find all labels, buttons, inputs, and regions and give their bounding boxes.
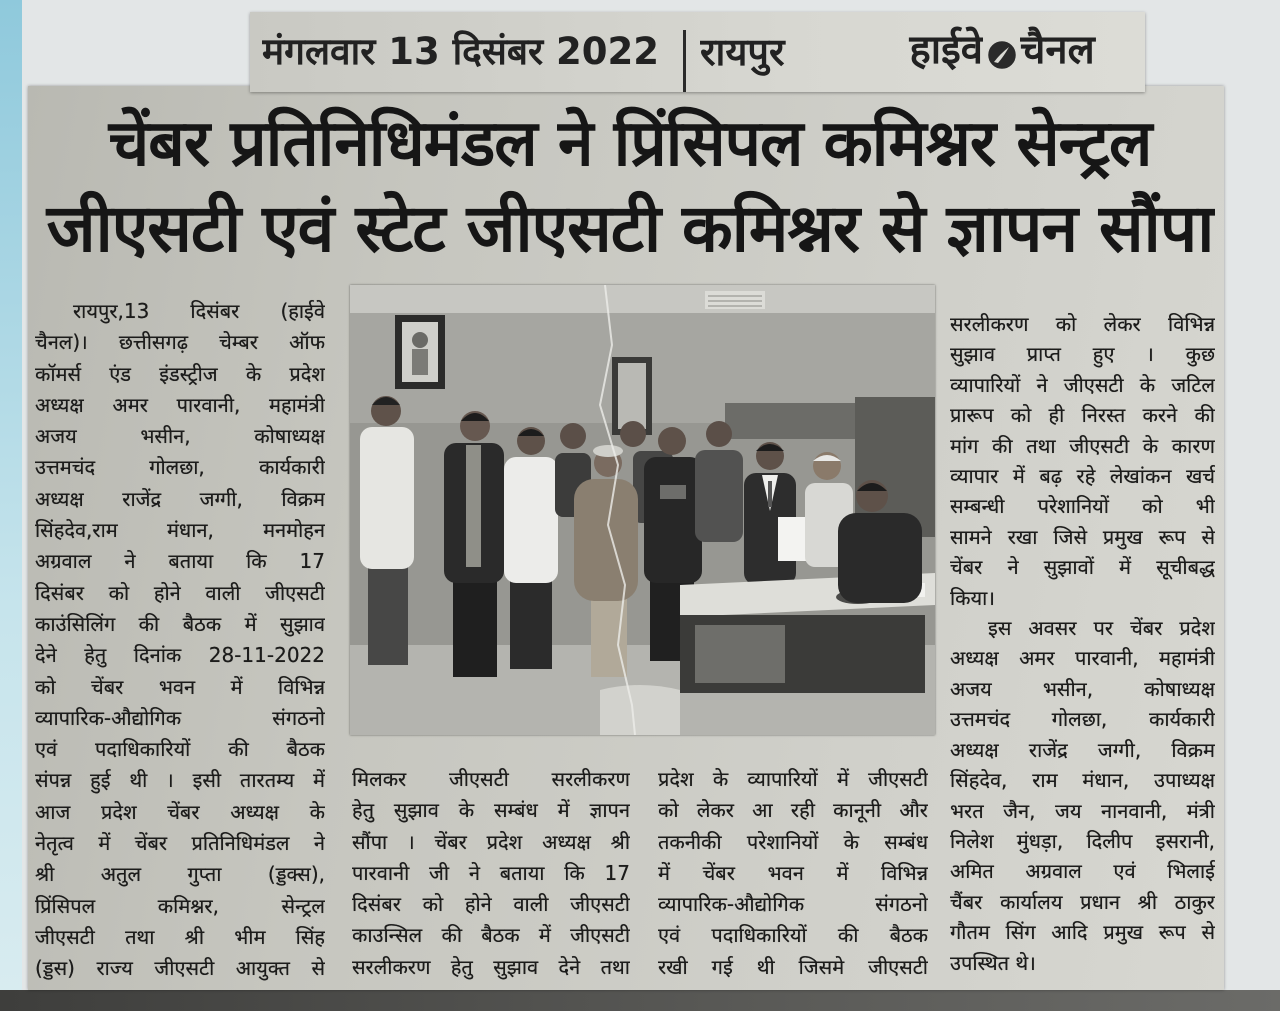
article-line: अजय भसीन, कोषाध्यक्ष [950, 676, 1215, 701]
article-line: चैंबर कार्यालय प्रधान श्री ठाकुर [950, 889, 1215, 914]
article-line: सिंहदेव,राम मंधान, मनमोहन [35, 518, 325, 543]
article-line: अग्रवाल ने बताया कि 17 [35, 549, 325, 574]
background-left-edge [0, 0, 22, 1011]
photo-wall-portrait [395, 315, 445, 389]
article-line: मांग की तथा जीएसटी के कारण [950, 433, 1215, 458]
article-line: भरत जैन, जय नानवानी, मंत्री [950, 798, 1215, 823]
person-figure [360, 396, 414, 665]
article-line: जीएसटी तथा श्री भीम सिंह [35, 924, 325, 949]
photo-ceiling [350, 285, 935, 313]
masthead [250, 12, 1145, 92]
photo-chair [600, 685, 680, 735]
article-column-2 [352, 764, 630, 986]
article-line: प्रारूप को ही निरस्त करने की [950, 403, 1215, 428]
article-line: सम्बन्धी परेशानियों को भी [950, 494, 1215, 519]
article-line: अजय भसीन, कोषाध्यक्ष [35, 424, 325, 449]
article-line: अध्यक्ष अमर पारवानी, महामंत्री [950, 646, 1215, 671]
article-line: संपन्न हुई थी । इसी तारतम्य में [35, 768, 325, 793]
news-photo [350, 285, 935, 735]
article-line: चैनल)। छत्तीसगढ़ चेम्बर ऑफ [35, 330, 325, 355]
article-line: अध्यक्ष राजेंद्र जग्गी, विक्रम [950, 737, 1215, 762]
article-line: उत्तमचंद गोलछा, कार्यकारी [950, 707, 1215, 732]
article-line: दिसंबर को होने वाली जीएसटी [352, 892, 630, 917]
headline-line-1: चेंबर प्रतिनिधिमंडल ने प्रिंसिपल कमिश्नर सेन्ट्रल [108, 107, 1152, 181]
article-line: सरलीकरण को लेकर विभिन्न [950, 312, 1215, 336]
article-line: प्रदेश के व्यापारियों में जीएसटी [658, 767, 928, 791]
article-line: हेतु सुझाव के सम्बंध में ज्ञापन [352, 798, 630, 823]
article-line: (ड्डस) राज्य जीएसटी आयुक्त से [35, 956, 325, 981]
article-line: किया। [950, 585, 995, 610]
article-line: सरलीकरण हेतु सुझाव देने तथा [352, 954, 630, 979]
article-line: दिसंबर को होने वाली जीएसटी [35, 580, 325, 605]
article-line: अध्यक्ष राजेंद्र जग्गी, विक्रम [35, 486, 325, 511]
article-line: एवं पदाधिकारियों की बैठक [658, 923, 928, 948]
background-bottom-edge [0, 990, 1280, 1011]
article-line: व्यापारिक-औद्योगिक संगठनो [35, 705, 325, 730]
article-line: सिंहदेव, राम मंधान, उपाध्यक्ष [950, 768, 1215, 793]
article-line: अध्यक्ष अमर पारवानी, महामंत्री [35, 392, 325, 417]
article-line: तकनीकी परेशानियों के सम्बंध [658, 829, 928, 854]
article-line: श्री अतुल गुप्ता (ड्डक्स), [35, 862, 325, 887]
article-line: को चेंबर भवन में विभिन्न [35, 674, 325, 699]
article-line: व्यापार में बढ़ रहे लेखांकन खर्च [950, 464, 1215, 489]
article-column-3 [658, 764, 928, 986]
newspaper-name-part2: चैनल [1020, 27, 1095, 73]
article-line: में चेंबर भवन में विभिन्न [658, 860, 928, 885]
article-line: उत्तमचंद गोलछा, कार्यकारी [35, 455, 325, 480]
article-line: गौतम सिंग आदि प्रमुख रूप से [950, 920, 1215, 945]
article-line: अमित अग्रवाल एवं भिलाई [950, 859, 1215, 884]
article-line: कॉमर्स एंड इंडस्ट्रीज के प्रदेश [35, 361, 325, 386]
article-line: व्यापारिक-औद्योगिक संगठनो [658, 892, 928, 917]
person-figure [504, 427, 558, 669]
headline-line-2: जीएसटी एवं स्टेट जीएसटी कमिश्नर से ज्ञापन सौंपा [46, 190, 1214, 267]
article-line: प्रिंसिपल कमिश्नर, सेन्ट्रल [35, 893, 325, 918]
article-line: एवं पदाधिकारियों की बैठक [35, 737, 325, 762]
masthead-date: मंगलवार 13 दिसंबर 2022 [262, 30, 659, 73]
article-line: काउन्सिल की बैठक में जीएसटी [352, 923, 630, 948]
article-line: सौंपा । चेंबर प्रदेश अध्यक्ष श्री [352, 829, 630, 854]
masthead-city: रायपुर [700, 30, 785, 74]
article-line: देने हेतु दिनांक 28-11-2022 [35, 643, 325, 668]
newspaper-name-part1: हाईवे [909, 27, 983, 73]
article-line: आज प्रदेश चेंबर अध्यक्ष के [35, 799, 325, 824]
article-line: इस अवसर पर चेंबर प्रदेश [988, 616, 1215, 641]
article-line: निलेश मुंधड़ा, दिलीप इसरानी, [950, 828, 1215, 853]
article-line: मिलकर जीएसटी सरलीकरण [352, 767, 630, 791]
article-line: नेतृत्व में चेंबर प्रतिनिधिमंडल ने [35, 831, 325, 856]
article-column-1 [35, 296, 325, 988]
article-line: सुझाव प्राप्त हुए । कुछ [950, 342, 1215, 367]
channel-logo-icon [987, 40, 1017, 70]
article-line: रखी गई थी जिसमे जीएसटी [658, 954, 928, 979]
masthead-divider [683, 30, 686, 92]
article-line: उपस्थित थे। [950, 950, 1036, 975]
article-line: रायपुर,13 दिसंबर (हाईवे [73, 299, 325, 323]
photo-memorandum-document [778, 517, 808, 561]
article-column-4 [950, 309, 1215, 981]
article-line: काउंसिलिंग की बैठक में सुझाव [35, 611, 325, 636]
article-line: को लेकर आ रही कानूनी और [658, 798, 928, 823]
article-line: पारवानी जी ने बताया कि 17 [352, 860, 630, 885]
person-figure [444, 411, 504, 677]
article-line: सामने रखा जिसे प्रमुख रूप से [950, 524, 1215, 549]
article-line: चेंबर ने सुझावों में सूचीबद्ध [950, 555, 1215, 580]
article-line: व्यापारियों ने जीएसटी के जटिल [950, 372, 1215, 397]
photo-shelf [725, 403, 865, 439]
